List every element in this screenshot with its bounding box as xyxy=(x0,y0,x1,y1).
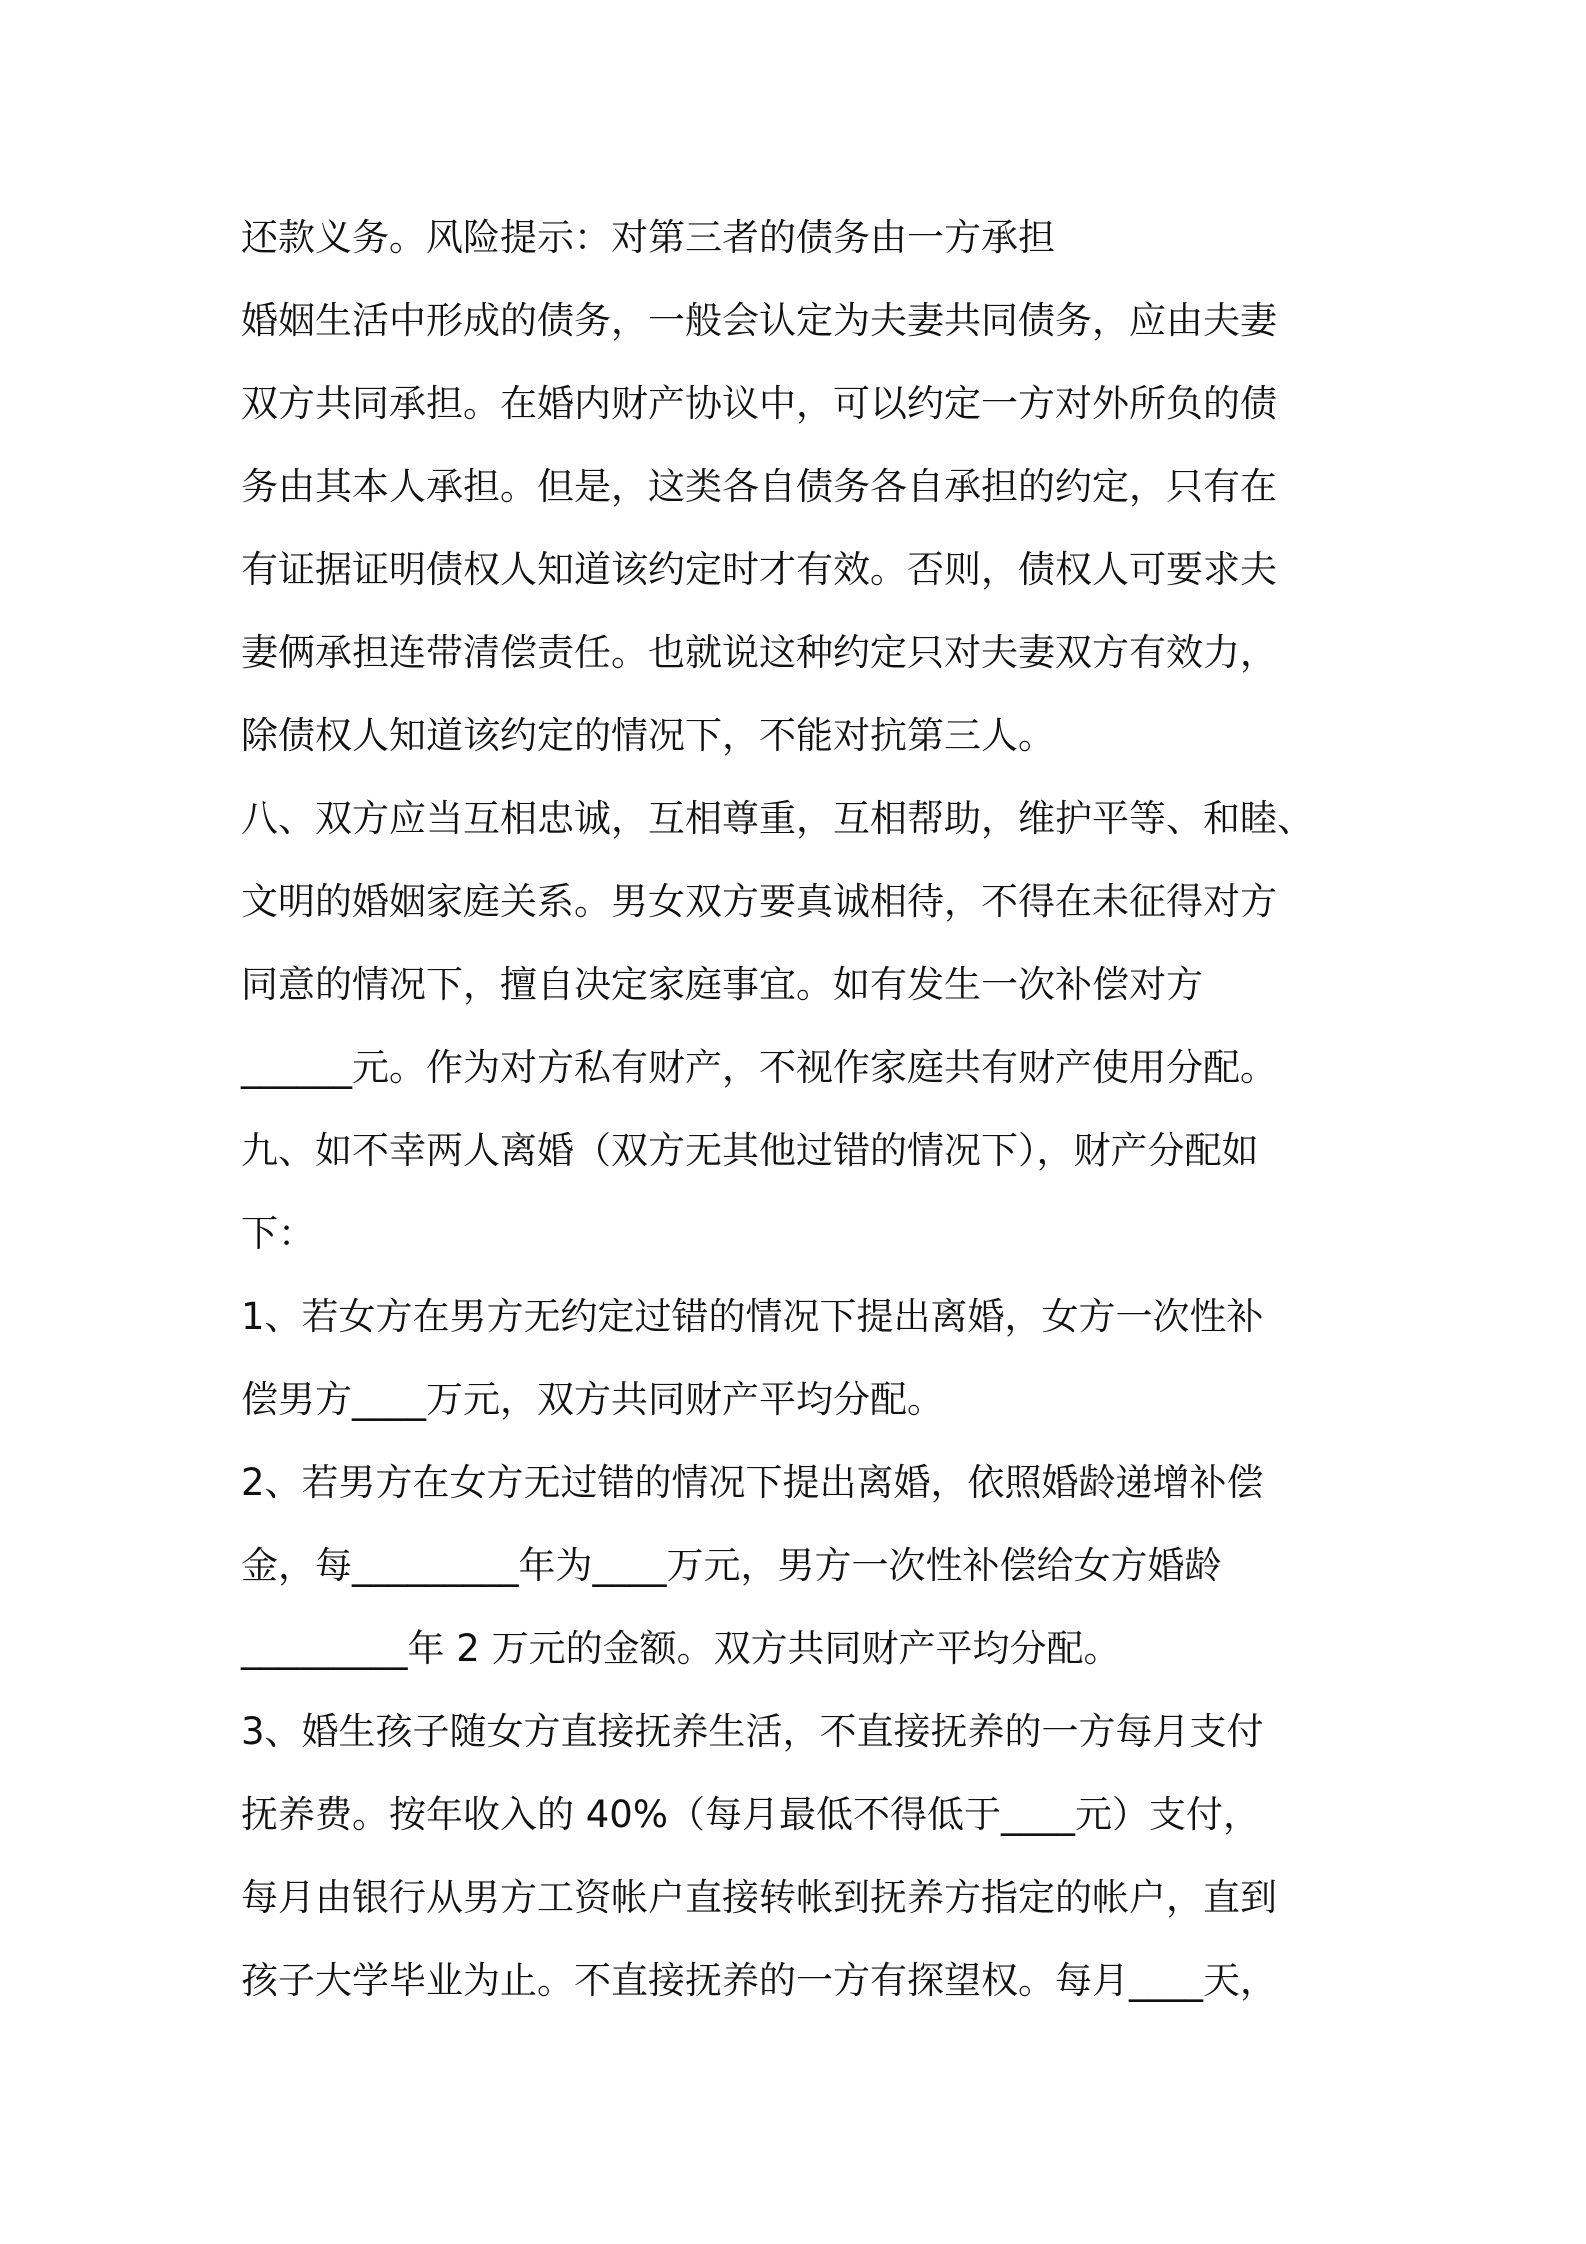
text-line: 金，每_________年为____万元，男方一次性补偿给女方婚龄 xyxy=(241,1544,1222,1587)
text-line: 八、双方应当互相忠诚，互相尊重，互相帮助，维护平等、和睦、 xyxy=(241,797,1314,840)
text-line: 下： xyxy=(241,1212,315,1255)
text-line: 1、若女方在男方无约定过错的情况下提出离婚，女方一次性补 xyxy=(241,1295,1264,1338)
text-line: 双方共同承担。在婚内财产协议中，可以约定一方对外所负的债 xyxy=(241,382,1277,425)
text-line: 除债权人知道该约定的情况下，不能对抗第三人。 xyxy=(241,714,1055,757)
text-line: 妻俩承担连带清偿责任。也就说这种约定只对夫妻双方有效力， xyxy=(241,631,1277,674)
text-line: 每月由银行从男方工资帐户直接转帐到抚养方指定的帐户，直到 xyxy=(241,1876,1277,1919)
text-line: 偿男方____万元，双方共同财产平均分配。 xyxy=(241,1378,944,1421)
text-line: 孩子大学毕业为止。不直接抚养的一方有探望权。每月____天， xyxy=(241,1959,1277,2002)
text-line: 有证据证明债权人知道该约定时才有效。否则，债权人可要求夫 xyxy=(241,548,1277,591)
text-line: 抚养费。按年收入的 40%（每月最低不得低于____元）支付， xyxy=(241,1793,1260,1836)
text-line: 同意的情况下，擅自决定家庭事宜。如有发生一次补偿对方 xyxy=(241,963,1203,1006)
text-line: _________年 2 万元的金额。双方共同财产平均分配。 xyxy=(241,1627,1121,1670)
text-line: 2、若男方在女方无过错的情况下提出离婚，依照婚龄递增补偿 xyxy=(241,1461,1264,1504)
text-line: 3、婚生孩子随女方直接抚养生活，不直接抚养的一方每月支付 xyxy=(241,1710,1264,1753)
text-line: 婚姻生活中形成的债务，一般会认定为夫妻共同债务，应由夫妻 xyxy=(241,299,1277,342)
document-body-text xyxy=(241,196,1351,2022)
text-line: 务由其本人承担。但是，这类各自债务各自承担的约定，只有在 xyxy=(241,465,1277,508)
text-line: 九、如不幸两人离婚（双方无其他过错的情况下），财产分配如 xyxy=(241,1129,1259,1172)
text-line: ______元。作为对方私有财产，不视作家庭共有财产使用分配。 xyxy=(241,1046,1277,1089)
text-line: 文明的婚姻家庭关系。男女双方要真诚相待，不得在未征得对方 xyxy=(241,880,1277,923)
text-line: 还款义务。风险提示：对第三者的债务由一方承担 xyxy=(241,216,1055,259)
